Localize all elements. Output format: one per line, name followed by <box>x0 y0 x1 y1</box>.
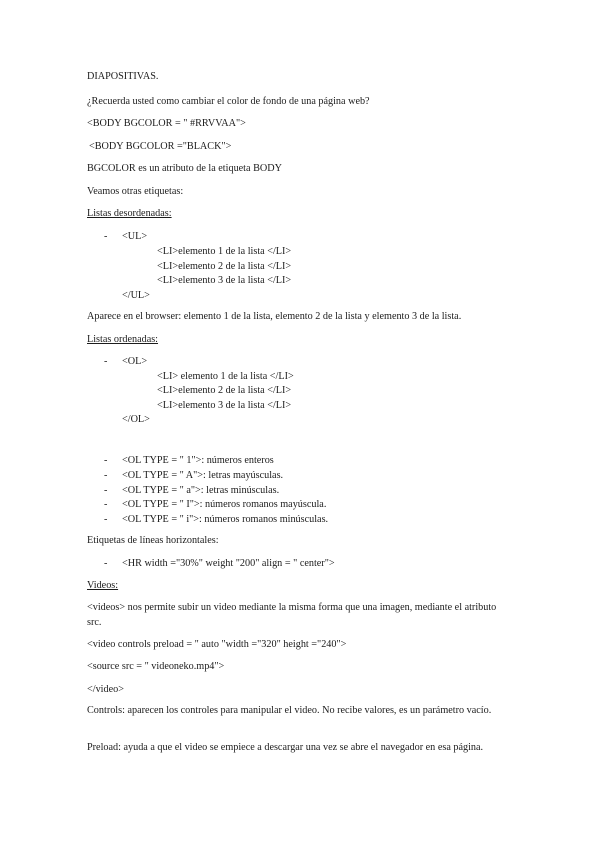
bullet-dash: - <box>104 558 108 569</box>
bullet-dash: - <box>104 455 108 466</box>
ordered-lists-heading: Listas ordenadas: <box>87 334 159 345</box>
ol-type-a: <OL TYPE = " a">: letras minúsculas. <box>122 485 280 496</box>
browser-output-note: Aparece en el browser: elemento 1 de la lista, elemento 2 de la lista y elemento 3 de la lista. <box>87 311 462 322</box>
videos-intro: <videos> nos permite subir un video mediante la misma forma que una imagen, mediante el atributo src. <box>87 602 497 628</box>
ol-type-I: <OL TYPE = " I">: números romanos mayúscula. <box>122 499 327 510</box>
bgcolor-note: BGCOLOR es un atributo de la etiqueta BODY <box>87 163 282 174</box>
question-text: ¿Recuerda usted como cambiar el color de fondo de una página web? <box>87 96 370 107</box>
ol-type-1: <OL TYPE = " 1">: números enteros <box>122 455 274 466</box>
ol-item-1: <LI> elemento 1 de la lista </LI> <box>157 371 294 382</box>
ul-item-2: <LI>elemento 2 de la lista </LI> <box>157 261 292 272</box>
ul-close-tag: </UL> <box>122 290 150 301</box>
ol-type-i: <OL TYPE = " i">: números romanos minúsculas. <box>122 514 329 525</box>
video-code-1: <video controls preload = " auto "width ="320" height ="240"> <box>87 639 347 650</box>
ol-open-tag: <OL> <box>122 356 148 367</box>
ol-item-3: <LI>elemento 3 de la lista </LI> <box>157 400 292 411</box>
ol-type-A: <OL TYPE = " A">: letras mayúsculas. <box>122 470 284 481</box>
ul-item-1: <LI>elemento 1 de la lista </LI> <box>157 246 292 257</box>
other-tags-text: Veamos otras etiquetas: <box>87 186 184 197</box>
bgcolor-code-1: <BODY BGCOLOR = " #RRVVAA"> <box>87 118 246 129</box>
unordered-lists-heading: Listas desordenadas: <box>87 208 172 219</box>
hr-heading: Etiquetas de líneas horizontales: <box>87 535 219 546</box>
controls-note: Controls: aparecen los controles para manipular el video. No recibe valores, es un parámetro vacío. <box>87 705 492 716</box>
videos-heading: Videos: <box>87 580 119 591</box>
ul-open-tag: <UL> <box>122 231 148 242</box>
ul-item-3: <LI>elemento 3 de la lista </LI> <box>157 275 292 286</box>
video-code-3: </video> <box>87 684 124 695</box>
document-title: DIAPOSITIVAS. <box>87 71 159 82</box>
bullet-dash: - <box>104 356 108 367</box>
preload-note: Preload: ayuda a que el video se empiece a descargar una vez se abre el navegador en esa página. <box>87 742 484 753</box>
bullet-dash: - <box>104 485 108 496</box>
ol-close-tag: </OL> <box>122 414 150 425</box>
hr-code: <HR width ="30%" weight "200" align = " center"> <box>122 558 335 569</box>
bullet-dash: - <box>104 470 108 481</box>
bullet-dash: - <box>104 514 108 525</box>
ol-item-2: <LI>elemento 2 de la lista </LI> <box>157 385 292 396</box>
bullet-dash: - <box>104 499 108 510</box>
video-code-2: <source src = " videoneko.mp4"> <box>87 661 225 672</box>
bgcolor-code-2: <BODY BGCOLOR ="BLACK"> <box>89 141 232 152</box>
bullet-dash: - <box>104 231 108 242</box>
